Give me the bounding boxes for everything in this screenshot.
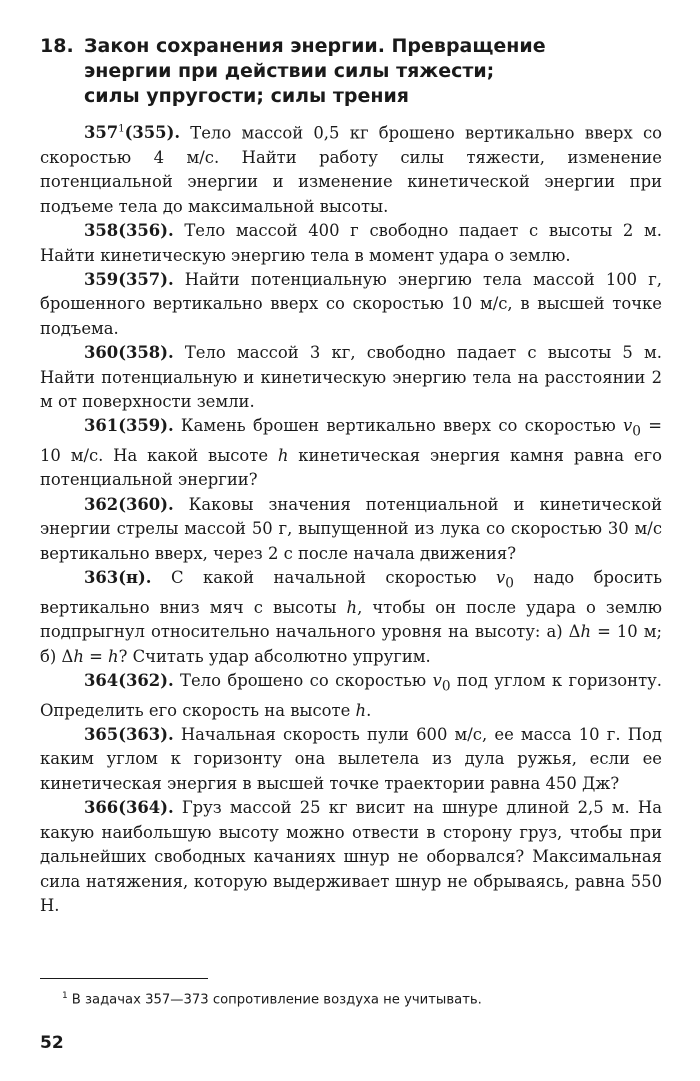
math-variable: h [108,646,119,666]
math-variable: h [73,646,84,666]
problem-number-previous: (356). [118,221,174,241]
problem-number [84,798,174,817]
footnote-reference: 1 [118,124,125,135]
problem-number-previous: (359). [118,416,174,436]
problem-number-previous: (363). [118,725,174,745]
problem-number-previous: (362). [118,670,174,690]
problem-text: Начальная скорость пули 600 м/с, ее масса 10 г. Под каким углом к горизонту она вылетела из дула ружья, если ее кинетическая энергия в высшей точке траектории равна 450 Дж? [40,725,662,793]
problem-text: = [83,646,109,666]
section-number: 18. [40,35,74,57]
problem-number-previous: (н). [118,568,152,588]
problem-item [40,566,662,669]
math-subscript: 0 [632,423,641,440]
problem-item [40,341,662,414]
footnote-mark: 1 [62,991,68,1001]
problem-text: ? Считать удар абсолютно упругим. [118,646,431,666]
math-variable: h [346,597,358,617]
problem-number [84,221,174,240]
problem-item [40,414,662,493]
problem-number [84,568,151,587]
problem-text: Каковы значения потенциальной и кинетической энергии стрелы массой 50 г, выпущенной из лука со скоростью 30 м/с вертикально вверх, через 2 с после начала движения? [40,494,662,563]
problem-text: = 10 м/с. На какой высоте [40,416,662,466]
problem-text: Тело массой 0,5 кг брошено вертикально вверх со скоростью 4 м/с. Найти работу силы тяжести, изменение потенциальной энергии и изменение кинетической энергии при подъеме тела до максимальной высоты. [40,123,662,216]
problem-number-previous: (357). [118,269,174,289]
math-variable: v [623,416,633,436]
section-title-line: Закон сохранения энергии. Превращение [84,35,546,57]
problem-number [84,495,174,514]
problem-text: Камень брошен вертикально вверх со скоростью [173,416,624,436]
problem-text: = 10 м; б) Δ [40,622,662,666]
problem-item [40,796,662,918]
problem-text: под углом к горизонту. Определить его скорость на высоте [40,670,662,720]
math-variable: v [432,670,442,690]
problem-text: Груз массой 25 кг висит на шнуре длиной 2,5 м. На какую наибольшую высоту можно отвести в сторону груз, чтобы при дальнейших свободных качаниях шнур не оборвался? Максимальная сила натяжения, которую выдерживает шнур не обрываясь, равна 550 Н. [40,798,662,915]
problem-text: Тело массой 3 кг, свободно падает с высоты 5 м. Найти потенциальную и кинетическую энергию тела на расстоянии 2 м от поверхности земли. [40,343,662,411]
footnote-text: В задачах 357—373 сопротивление воздуха не учитывать. [71,992,482,1008]
problem-number-current: 360 [84,343,119,363]
math-variable: h [580,622,592,642]
problem-number-current: 357 [84,123,119,143]
problem-number-current: 359 [84,269,119,289]
problem-text: кинетическая энергия камня равна его потенциальной энергии? [40,446,662,490]
math-subscript: 0 [441,678,451,695]
problem-number-current: 361 [84,416,119,436]
problem-item [40,118,662,219]
problem-number-previous: (360). [118,494,174,514]
problem-number [84,270,174,289]
math-subscript: 0 [505,575,514,592]
problem-text: , чтобы он после удара о землю подпрыгнул относительно начального уровня на высоту: а) Δ [40,597,662,642]
section-title-line: энергии при действии силы тяжести; [84,60,495,82]
math-variable: h [277,446,289,466]
problem-number-current: 363 [84,568,119,588]
problem-text: С какой начальной скоростью [151,568,497,588]
problem-item [40,723,662,796]
problem-list [40,118,662,918]
problem-text: Тело брошено со скоростью [173,670,433,690]
problem-text: . [366,700,372,720]
section-title-line: силы упругости; силы трения [84,85,409,107]
footnote [62,987,662,1009]
problem-number-previous: (355). [124,123,181,143]
problem-number-previous: (364). [118,798,174,818]
problem-number [84,416,174,435]
math-variable: v [496,568,506,588]
problem-number-current: 366 [84,798,119,818]
problem-number [84,671,174,690]
math-variable: h [355,700,367,720]
page-number: 52 [40,1033,64,1053]
section-heading-line-1 [40,34,680,59]
problem-text: Найти потенциальную энергию тела массой 100 г, брошенного вертикально вверх со скоростью 10 м/с, в высшей точке подъема. [40,269,662,338]
problem-item [40,669,662,723]
problem-item [40,219,662,268]
problem-item [40,268,662,341]
problem-number-current: 362 [84,494,119,514]
problem-text: надо бросить вертикально вниз мяч с высоты [40,568,662,617]
footnote-divider [40,978,208,979]
problem-item [40,493,662,566]
problem-number [84,725,174,744]
problem-number [84,123,180,142]
problem-number-previous: (358). [118,343,174,363]
problem-number-current: 365 [84,725,119,745]
problem-number [84,343,174,362]
problem-number-current: 358 [84,221,119,241]
problem-number-current: 364 [84,670,119,690]
problem-text: Тело массой 400 г свободно падает с высоты 2 м. Найти кинетическую энергию тела в момент удара о землю. [40,221,662,265]
section-heading [40,34,680,109]
